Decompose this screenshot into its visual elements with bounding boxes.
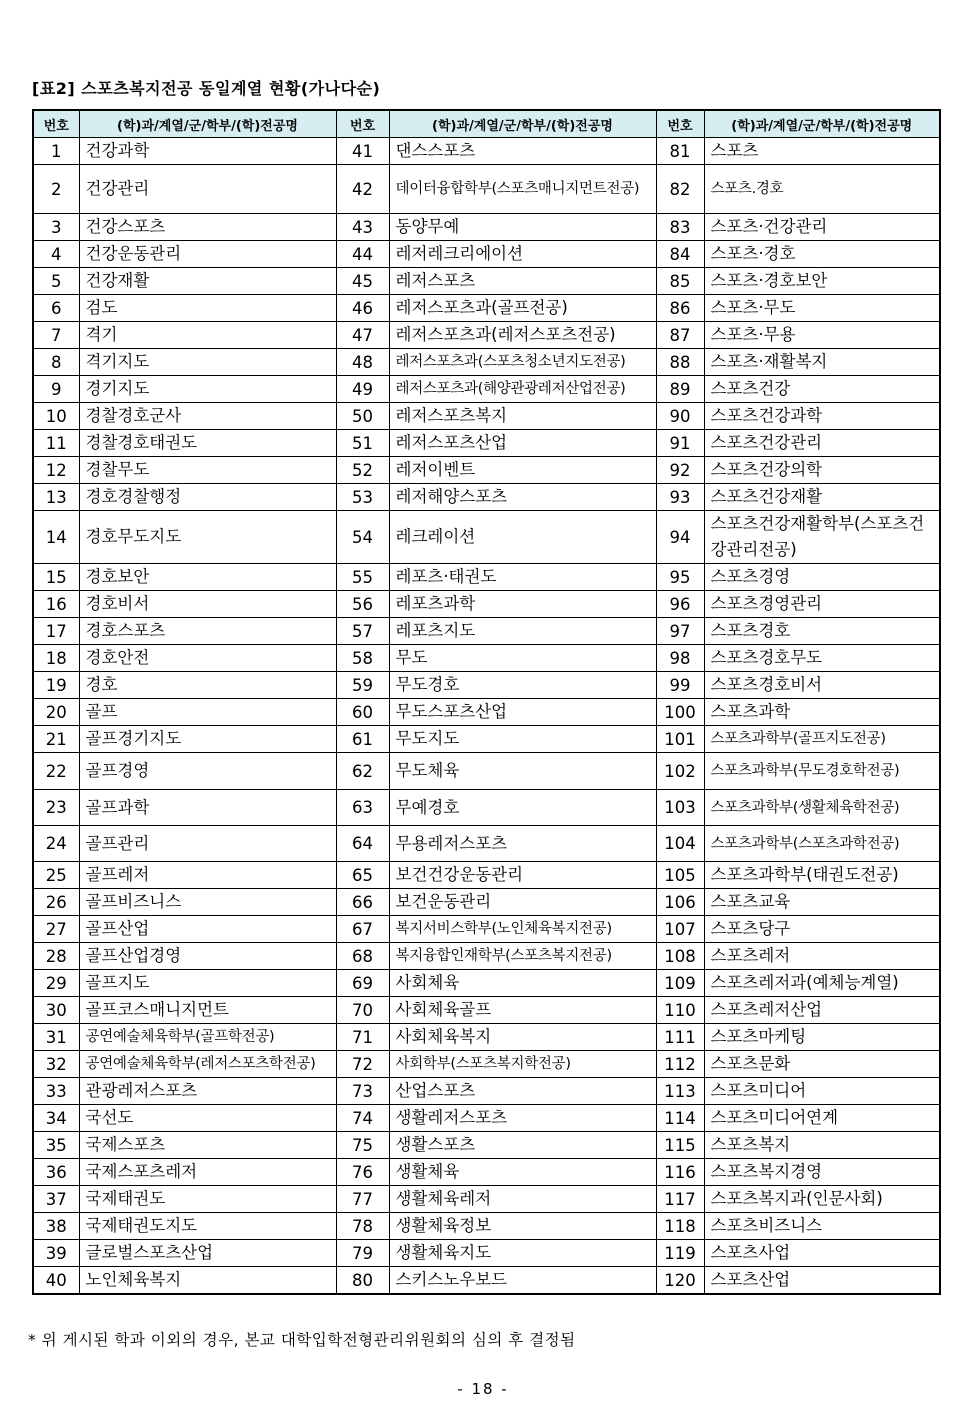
major-name: 경호보안	[79, 564, 336, 591]
major-name: 건강과학	[79, 138, 336, 165]
major-name: 골프비즈니스	[79, 889, 336, 916]
table-row	[33, 790, 940, 826]
row-number: 90	[656, 403, 704, 430]
major-name: 스포츠비즈니스	[704, 1213, 940, 1240]
page-number: - 18 -	[457, 1380, 509, 1398]
row-number: 84	[656, 241, 704, 268]
major-name: 생활체육레저	[389, 1186, 656, 1213]
row-number: 43	[336, 214, 389, 241]
row-number: 8	[33, 349, 79, 376]
row-number: 45	[336, 268, 389, 295]
row-number: 82	[656, 165, 704, 214]
row-number: 65	[336, 862, 389, 889]
row-number: 102	[656, 753, 704, 790]
row-number: 113	[656, 1078, 704, 1105]
major-name: 스포츠레저	[704, 943, 940, 970]
major-name: 골프코스매니지먼트	[79, 997, 336, 1024]
major-name: 무도체육	[389, 753, 656, 790]
major-name: 스포츠.경호	[704, 165, 940, 214]
major-name: 골프경기지도	[79, 726, 336, 753]
table-row	[33, 826, 940, 862]
table-row	[33, 1105, 940, 1132]
row-number: 101	[656, 726, 704, 753]
row-number: 80	[336, 1267, 389, 1295]
table-row	[33, 295, 940, 322]
row-number: 83	[656, 214, 704, 241]
major-name: 글로벌스포츠산업	[79, 1240, 336, 1267]
major-name: 경호스포츠	[79, 618, 336, 645]
row-number: 55	[336, 564, 389, 591]
major-name: 무예경호	[389, 790, 656, 826]
row-number: 74	[336, 1105, 389, 1132]
row-number: 117	[656, 1186, 704, 1213]
major-name: 스포츠복지경영	[704, 1159, 940, 1186]
major-name: 스포츠산업	[704, 1267, 940, 1295]
major-name: 산업스포츠	[389, 1078, 656, 1105]
table-header-row	[33, 110, 940, 138]
row-number: 114	[656, 1105, 704, 1132]
major-name: 스포츠당구	[704, 916, 940, 943]
major-name: 스포츠과학부(골프지도전공)	[704, 726, 940, 753]
major-name: 스포츠건강관리	[704, 430, 940, 457]
table-row	[33, 970, 940, 997]
row-number: 98	[656, 645, 704, 672]
table-row	[33, 138, 940, 165]
row-number: 67	[336, 916, 389, 943]
row-number: 120	[656, 1267, 704, 1295]
row-number: 18	[33, 645, 79, 672]
row-number: 32	[33, 1051, 79, 1078]
row-number: 46	[336, 295, 389, 322]
major-name: 골프지도	[79, 970, 336, 997]
row-number: 22	[33, 753, 79, 790]
row-number: 38	[33, 1213, 79, 1240]
row-number: 97	[656, 618, 704, 645]
row-number: 5	[33, 268, 79, 295]
row-number: 75	[336, 1132, 389, 1159]
row-number: 14	[33, 511, 79, 564]
major-name: 스포츠건강재활	[704, 484, 940, 511]
row-number: 57	[336, 618, 389, 645]
major-list-table	[32, 109, 941, 1295]
major-name: 스포츠·경호	[704, 241, 940, 268]
table-row	[33, 322, 940, 349]
table-row	[33, 1267, 940, 1295]
row-number: 49	[336, 376, 389, 403]
major-name: 무도스포츠산업	[389, 699, 656, 726]
row-number: 71	[336, 1024, 389, 1051]
row-number: 61	[336, 726, 389, 753]
table-row	[33, 997, 940, 1024]
major-name: 레포츠지도	[389, 618, 656, 645]
major-name: 레저스포츠산업	[389, 430, 656, 457]
major-name: 경찰경호군사	[79, 403, 336, 430]
major-name: 격기	[79, 322, 336, 349]
major-name: 건강운동관리	[79, 241, 336, 268]
row-number: 21	[33, 726, 79, 753]
major-name: 스포츠경영관리	[704, 591, 940, 618]
row-number: 2	[33, 165, 79, 214]
major-name: 스포츠미디어	[704, 1078, 940, 1105]
row-number: 34	[33, 1105, 79, 1132]
major-name: 경기지도	[79, 376, 336, 403]
major-name: 사회체육골프	[389, 997, 656, 1024]
row-number: 36	[33, 1159, 79, 1186]
major-name: 골프	[79, 699, 336, 726]
major-name: 레저레크리에이션	[389, 241, 656, 268]
row-number: 99	[656, 672, 704, 699]
major-name: 스포츠과학부(생활체육학전공)	[704, 790, 940, 826]
major-name: 국제태권도지도	[79, 1213, 336, 1240]
major-name: 스포츠과학부(스포츠과학전공)	[704, 826, 940, 862]
header-major-name: (학)과/계열/군/학부/(학)전공명	[704, 110, 940, 138]
row-number: 48	[336, 349, 389, 376]
major-name: 생활체육지도	[389, 1240, 656, 1267]
major-name: 스포츠경호	[704, 618, 940, 645]
major-name: 스포츠·경호보안	[704, 268, 940, 295]
row-number: 111	[656, 1024, 704, 1051]
row-number: 25	[33, 862, 79, 889]
major-name: 경호무도지도	[79, 511, 336, 564]
major-name: 생활체육	[389, 1159, 656, 1186]
major-name: 보건건강운동관리	[389, 862, 656, 889]
major-name: 레포츠과학	[389, 591, 656, 618]
major-name: 골프산업	[79, 916, 336, 943]
header-major-name: (학)과/계열/군/학부/(학)전공명	[389, 110, 656, 138]
row-number: 78	[336, 1213, 389, 1240]
major-name: 관광레저스포츠	[79, 1078, 336, 1105]
row-number: 56	[336, 591, 389, 618]
major-name: 사회체육복지	[389, 1024, 656, 1051]
row-number: 79	[336, 1240, 389, 1267]
major-name: 공연예술체육학부(골프학전공)	[79, 1024, 336, 1051]
row-number: 68	[336, 943, 389, 970]
row-number: 76	[336, 1159, 389, 1186]
major-name: 스포츠·무도	[704, 295, 940, 322]
table-row	[33, 511, 940, 564]
row-number: 13	[33, 484, 79, 511]
major-name: 경호안전	[79, 645, 336, 672]
major-name: 스포츠건강재활학부(스포츠건강관리전공)	[704, 511, 940, 564]
table-row	[33, 1132, 940, 1159]
table-row	[33, 753, 940, 790]
row-number: 20	[33, 699, 79, 726]
row-number: 77	[336, 1186, 389, 1213]
footnote: * 위 게시된 학과 이외의 경우, 본교 대학입학전형관리위원회의 심의 후 결정됨	[28, 1331, 576, 1349]
major-name: 무도경호	[389, 672, 656, 699]
table-row	[33, 165, 940, 214]
row-number: 29	[33, 970, 79, 997]
row-number: 119	[656, 1240, 704, 1267]
row-number: 66	[336, 889, 389, 916]
major-name: 검도	[79, 295, 336, 322]
major-name: 골프산업경영	[79, 943, 336, 970]
row-number: 60	[336, 699, 389, 726]
table-row	[33, 349, 940, 376]
row-number: 17	[33, 618, 79, 645]
row-number: 85	[656, 268, 704, 295]
table-row	[33, 241, 940, 268]
row-number: 1	[33, 138, 79, 165]
row-number: 19	[33, 672, 79, 699]
row-number: 39	[33, 1240, 79, 1267]
major-name: 골프경영	[79, 753, 336, 790]
major-name: 레저스포츠	[389, 268, 656, 295]
major-name: 국제태권도	[79, 1186, 336, 1213]
table-row	[33, 1186, 940, 1213]
row-number: 94	[656, 511, 704, 564]
row-number: 95	[656, 564, 704, 591]
row-number: 107	[656, 916, 704, 943]
row-number: 118	[656, 1213, 704, 1240]
row-number: 72	[336, 1051, 389, 1078]
major-name: 생활체육정보	[389, 1213, 656, 1240]
row-number: 42	[336, 165, 389, 214]
table-row	[33, 862, 940, 889]
major-name: 스포츠과학부(무도경호학전공)	[704, 753, 940, 790]
major-name: 레저이벤트	[389, 457, 656, 484]
major-name: 레저해양스포츠	[389, 484, 656, 511]
major-name: 복지융합인재학부(스포츠복지전공)	[389, 943, 656, 970]
table-row	[33, 1051, 940, 1078]
table-row	[33, 943, 940, 970]
row-number: 30	[33, 997, 79, 1024]
table-row	[33, 268, 940, 295]
table-row	[33, 916, 940, 943]
major-name: 스포츠문화	[704, 1051, 940, 1078]
major-name: 레포츠·태권도	[389, 564, 656, 591]
row-number: 11	[33, 430, 79, 457]
row-number: 28	[33, 943, 79, 970]
major-name: 스포츠·재활복지	[704, 349, 940, 376]
row-number: 12	[33, 457, 79, 484]
row-number: 64	[336, 826, 389, 862]
row-number: 100	[656, 699, 704, 726]
major-name: 스포츠건강의학	[704, 457, 940, 484]
major-name: 레저스포츠과(스포츠청소년지도전공)	[389, 349, 656, 376]
major-name: 스포츠	[704, 138, 940, 165]
major-name: 스포츠경영	[704, 564, 940, 591]
row-number: 62	[336, 753, 389, 790]
major-name: 경찰경호태권도	[79, 430, 336, 457]
major-name: 생활레저스포츠	[389, 1105, 656, 1132]
row-number: 70	[336, 997, 389, 1024]
row-number: 92	[656, 457, 704, 484]
row-number: 6	[33, 295, 79, 322]
table-row	[33, 376, 940, 403]
row-number: 40	[33, 1267, 79, 1295]
row-number: 106	[656, 889, 704, 916]
row-number: 104	[656, 826, 704, 862]
major-name: 레저스포츠과(골프전공)	[389, 295, 656, 322]
major-name: 경호경찰행정	[79, 484, 336, 511]
header-number: 번호	[33, 110, 79, 138]
row-number: 87	[656, 322, 704, 349]
major-name: 스포츠레저산업	[704, 997, 940, 1024]
major-name: 국선도	[79, 1105, 336, 1132]
table-row	[33, 618, 940, 645]
table-row	[33, 726, 940, 753]
major-name: 생활스포츠	[389, 1132, 656, 1159]
major-name: 사회학부(스포츠복지학전공)	[389, 1051, 656, 1078]
row-number: 7	[33, 322, 79, 349]
major-name: 스포츠과학부(태권도전공)	[704, 862, 940, 889]
row-number: 103	[656, 790, 704, 826]
major-name: 스포츠레저과(예체능계열)	[704, 970, 940, 997]
table-row	[33, 591, 940, 618]
major-name: 스포츠·건강관리	[704, 214, 940, 241]
major-name: 스포츠과학	[704, 699, 940, 726]
row-number: 26	[33, 889, 79, 916]
major-name: 공연예술체육학부(레저스포츠학전공)	[79, 1051, 336, 1078]
row-number: 93	[656, 484, 704, 511]
table-row	[33, 214, 940, 241]
major-name: 보건운동관리	[389, 889, 656, 916]
row-number: 35	[33, 1132, 79, 1159]
major-name: 무도지도	[389, 726, 656, 753]
major-name: 레저스포츠과(해양관광레저산업전공)	[389, 376, 656, 403]
major-name: 건강관리	[79, 165, 336, 214]
major-name: 골프과학	[79, 790, 336, 826]
major-name: 동양무예	[389, 214, 656, 241]
major-name: 경호	[79, 672, 336, 699]
major-name: 골프레저	[79, 862, 336, 889]
row-number: 9	[33, 376, 79, 403]
row-number: 116	[656, 1159, 704, 1186]
row-number: 88	[656, 349, 704, 376]
table-row	[33, 1159, 940, 1186]
row-number: 31	[33, 1024, 79, 1051]
header-number: 번호	[336, 110, 389, 138]
table-row	[33, 1240, 940, 1267]
row-number: 54	[336, 511, 389, 564]
major-name: 건강스포츠	[79, 214, 336, 241]
major-name: 사회체육	[389, 970, 656, 997]
major-name: 레저스포츠과(레저스포츠전공)	[389, 322, 656, 349]
row-number: 59	[336, 672, 389, 699]
row-number: 4	[33, 241, 79, 268]
major-name: 격기지도	[79, 349, 336, 376]
header-major-name: (학)과/계열/군/학부/(학)전공명	[79, 110, 336, 138]
row-number: 108	[656, 943, 704, 970]
major-name: 스포츠건강	[704, 376, 940, 403]
row-number: 86	[656, 295, 704, 322]
row-number: 109	[656, 970, 704, 997]
table-row	[33, 889, 940, 916]
row-number: 89	[656, 376, 704, 403]
table-row	[33, 1024, 940, 1051]
row-number: 37	[33, 1186, 79, 1213]
major-name: 스포츠경호비서	[704, 672, 940, 699]
major-name: 골프관리	[79, 826, 336, 862]
major-name: 레크레이션	[389, 511, 656, 564]
row-number: 115	[656, 1132, 704, 1159]
table-row	[33, 403, 940, 430]
row-number: 44	[336, 241, 389, 268]
row-number: 53	[336, 484, 389, 511]
major-name: 무용레저스포츠	[389, 826, 656, 862]
major-name: 댄스스포츠	[389, 138, 656, 165]
major-name: 레저스포츠복지	[389, 403, 656, 430]
major-name: 스포츠미디어연계	[704, 1105, 940, 1132]
major-name: 스키스노우보드	[389, 1267, 656, 1295]
row-number: 16	[33, 591, 79, 618]
major-name: 국제스포츠레저	[79, 1159, 336, 1186]
major-name: 스포츠복지과(인문사회)	[704, 1186, 940, 1213]
major-name: 스포츠경호무도	[704, 645, 940, 672]
row-number: 27	[33, 916, 79, 943]
row-number: 52	[336, 457, 389, 484]
major-name: 건강재활	[79, 268, 336, 295]
row-number: 50	[336, 403, 389, 430]
table-row	[33, 564, 940, 591]
major-name: 무도	[389, 645, 656, 672]
major-name: 복지서비스학부(노인체육복지전공)	[389, 916, 656, 943]
major-name: 스포츠교육	[704, 889, 940, 916]
row-number: 47	[336, 322, 389, 349]
table-row	[33, 672, 940, 699]
table-row	[33, 457, 940, 484]
table-row	[33, 645, 940, 672]
row-number: 63	[336, 790, 389, 826]
row-number: 23	[33, 790, 79, 826]
row-number: 73	[336, 1078, 389, 1105]
row-number: 10	[33, 403, 79, 430]
major-name: 경찰무도	[79, 457, 336, 484]
row-number: 69	[336, 970, 389, 997]
row-number: 96	[656, 591, 704, 618]
major-name: 경호비서	[79, 591, 336, 618]
major-name: 국제스포츠	[79, 1132, 336, 1159]
row-number: 81	[656, 138, 704, 165]
major-name: 스포츠마케팅	[704, 1024, 940, 1051]
table-title: [표2] 스포츠복지전공 동일계열 현황(가나다순)	[32, 79, 381, 98]
major-name: 노인체육복지	[79, 1267, 336, 1295]
row-number: 3	[33, 214, 79, 241]
row-number: 33	[33, 1078, 79, 1105]
major-name: 데이터융합학부(스포츠매니지먼트전공)	[389, 165, 656, 214]
row-number: 112	[656, 1051, 704, 1078]
row-number: 41	[336, 138, 389, 165]
row-number: 24	[33, 826, 79, 862]
row-number: 110	[656, 997, 704, 1024]
major-name: 스포츠건강과학	[704, 403, 940, 430]
major-name: 스포츠사업	[704, 1240, 940, 1267]
table-row	[33, 1213, 940, 1240]
major-name: 스포츠복지	[704, 1132, 940, 1159]
major-name: 스포츠·무용	[704, 322, 940, 349]
row-number: 91	[656, 430, 704, 457]
row-number: 58	[336, 645, 389, 672]
table-row	[33, 430, 940, 457]
table-row	[33, 699, 940, 726]
header-number: 번호	[656, 110, 704, 138]
table-row	[33, 1078, 940, 1105]
row-number: 51	[336, 430, 389, 457]
table-row	[33, 484, 940, 511]
row-number: 105	[656, 862, 704, 889]
row-number: 15	[33, 564, 79, 591]
